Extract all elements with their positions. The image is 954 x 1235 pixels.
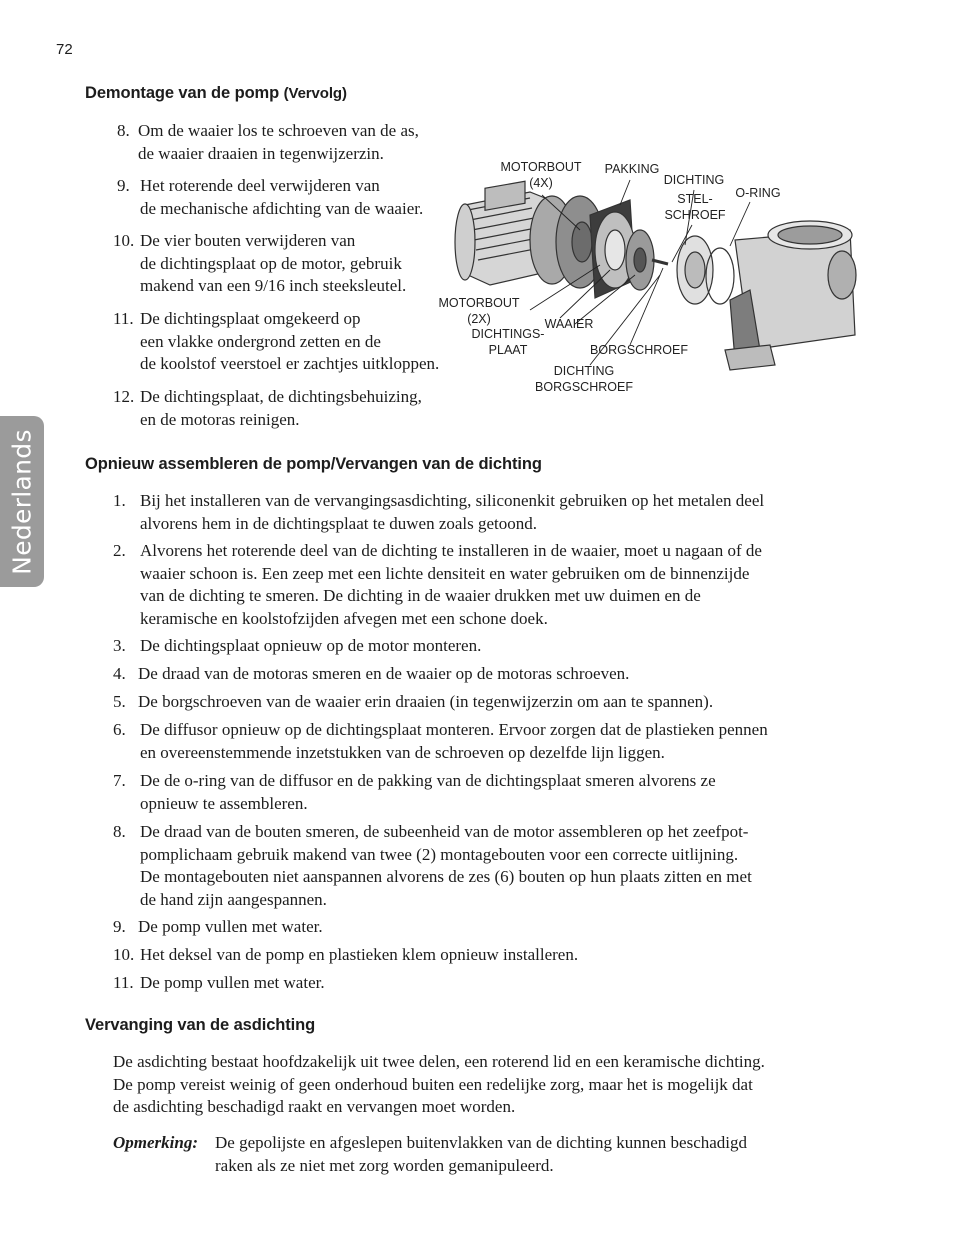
list-item <box>113 386 483 432</box>
diagram-label-waaier: WAAIER <box>544 317 594 331</box>
list-item-number: 5. <box>113 692 126 711</box>
list-item <box>113 821 873 913</box>
list-item-number: 8. <box>117 121 130 140</box>
list-item-number: 10. <box>113 231 135 250</box>
diagram-label-dichting-borgschroef: DICHTING BORGSCHROEF <box>535 364 633 394</box>
list-item-number: 11. <box>113 973 134 992</box>
list-item-text: De draad van de bouten smeren, de subeenheid van de motor assembleren op het zeefpot- pomplichaam gebruik makend van twee (2) montagebouten voor een correcte uitlijning. De montagebouten niet aanspannen alvorens de zes (6) bouten op hun plaats zitten en met de hand zijn aangespannen. <box>140 822 752 909</box>
list-item-number: 9. <box>117 176 130 195</box>
diagram-label-o-ring: O-RING <box>735 186 781 200</box>
list-item <box>113 944 873 968</box>
diagram-label-pakking: PAKKING <box>604 162 660 176</box>
list-item-text: De pomp vullen met water. <box>140 973 325 992</box>
list-item-text: De diffusor opnieuw op de dichtingsplaat monteren. Ervoor zorgen dat de plastieken pennen en overeenstemmende inzetstukken van de schroeven op dezelfde lijn liggen. <box>140 720 768 762</box>
list-item-number: 2. <box>113 541 126 560</box>
list-item <box>113 691 873 715</box>
list-item-number: 10. <box>113 945 135 964</box>
list-item-text: Het roterende deel verwijderen van de mechanische afdichting van de waaier. <box>140 176 424 218</box>
diffuser-illustration <box>677 236 734 304</box>
list-item-text: De draad van de motoras smeren en de waaier op de motoras schroeven. <box>138 664 630 683</box>
section-heading-shaft-seal: Vervanging van de asdichting <box>85 1016 316 1034</box>
diagram-label-dichting: DICHTING <box>663 173 725 187</box>
list-item <box>113 635 873 659</box>
diagram-label-motorbout-2x: MOTORBOUT (2X) <box>438 296 520 326</box>
diagram-label-motorbout-4x: MOTORBOUT (4X) <box>500 160 582 190</box>
list-item <box>113 972 873 996</box>
section-heading-title: Demontage van de pomp <box>85 84 280 102</box>
motor-illustration <box>455 181 604 288</box>
list-item-text: De de o-ring van de diffusor en de pakking van de dichtingsplaat smeren alvorens ze opnieuw te assembleren. <box>140 771 716 813</box>
list-item-text: De dichtingsplaat opnieuw op de motor monteren. <box>140 636 482 655</box>
list-item <box>113 719 873 765</box>
list-item-text: Alvorens het roterende deel van de dichting te installeren in de waaier, moet u nagaan of de waaier schoon is. Een zeep met een lichte densiteit en water gebruiken om de binnenzijde van de dichting te smeren. De dichting in de waaier drukken met uw duimen en de keramische en koolstofzijden afvegen met een schone doek. <box>140 541 762 628</box>
diagram-label-dichtingsplaat: DICHTINGS- PLAAT <box>471 327 545 357</box>
diagram-label-stelschroef: STEL- SCHROEF <box>664 192 726 222</box>
list-item <box>113 540 873 632</box>
list-item-number: 6. <box>113 720 126 739</box>
list-item <box>117 120 477 166</box>
list-item <box>113 490 873 536</box>
section-heading-suffix: (Vervolg) <box>283 85 347 102</box>
list-item-text: De pomp vullen met water. <box>138 917 323 936</box>
list-item <box>113 663 873 687</box>
list-item-number: 8. <box>113 822 126 841</box>
list-item-number: 3. <box>113 636 126 655</box>
note-label: Opmerking: <box>113 1133 198 1152</box>
diagram-label-borgschroef: BORGSCHROEF <box>590 343 688 357</box>
list-item-number: 12. <box>113 387 135 406</box>
list-item-number: 1. <box>113 491 126 510</box>
page-number: 72 <box>56 41 73 58</box>
side-tab-label: Nederlands <box>7 428 37 575</box>
list-item-text: Bij het installeren van de vervangingsasdichting, siliconenkit gebruiken op het metalen deel alvorens hem in de dichtingsplaat te duwen zoals getoond. <box>140 491 765 533</box>
list-item-text: Het deksel van de pomp en plastieken klem opnieuw installeren. <box>140 945 579 964</box>
note-text: De gepolijste en afgeslepen buitenvlakken van de dichting kunnen beschadigd raken als ze niet met zorg worden gemanipuleerd. <box>215 1133 748 1175</box>
strainer-pot-illustration <box>725 221 856 370</box>
list-item-text: Om de waaier los te schroeven van de as, de waaier draaien in tegenwijzerzin. <box>138 121 419 163</box>
list-item <box>113 230 483 298</box>
list-item-number: 4. <box>113 664 126 683</box>
body-paragraph: De asdichting bestaat hoofdzakelijk uit twee delen, een roterend lid en een keramische dichting. De pomp vereist weinig of geen onderhoud buiten een redelijke zorg, maar het is mogelijk dat de asdichting beschadigd raakt en vervangen moet worden. <box>113 1052 765 1116</box>
impeller-illustration <box>626 230 668 290</box>
list-item <box>117 175 477 221</box>
list-item <box>113 770 873 816</box>
list-item-number: 9. <box>113 917 126 936</box>
section-heading-reassembly: Opnieuw assembleren de pomp/Vervangen van de dichting <box>85 455 542 473</box>
list-item <box>113 916 873 940</box>
list-item-text: De borgschroeven van de waaier erin draaien (in tegenwijzerzin om aan te spannen). <box>138 692 714 711</box>
language-side-tab <box>0 416 44 587</box>
list-item-text: De dichtingsplaat, de dichtingsbehuizing, en de motoras reinigen. <box>140 387 422 429</box>
list-item-text: De dichtingsplaat omgekeerd op een vlakke ondergrond zetten en de de koolstof veerstoel er zachtjes uitkloppen. <box>140 309 440 373</box>
list-item-text: De vier bouten verwijderen van de dichtingsplaat op de motor, gebruik makend van een 9/16 inch steeksleutel. <box>140 231 407 295</box>
list-item-number: 7. <box>113 771 126 790</box>
section-heading-disassembly <box>85 84 347 103</box>
list-item-number: 11. <box>113 309 134 328</box>
